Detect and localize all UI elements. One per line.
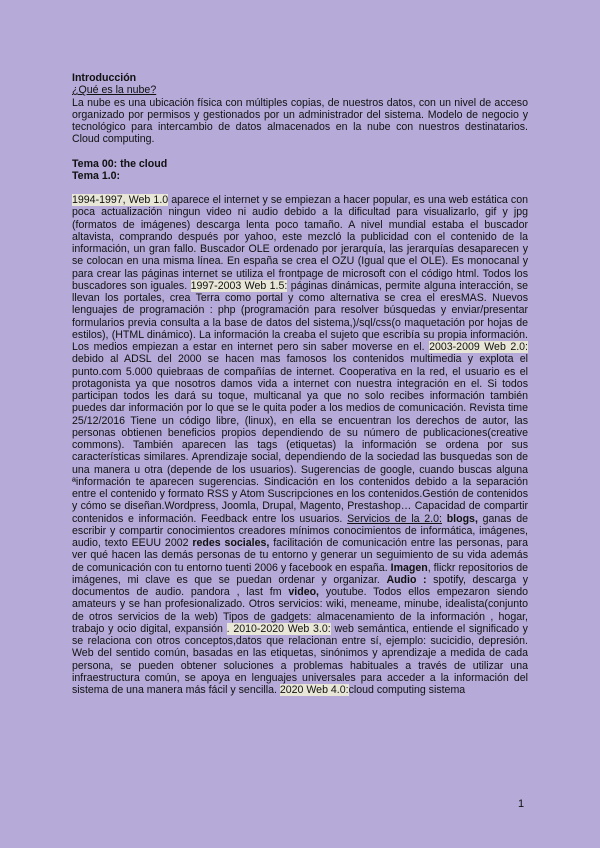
video-text: youtube. Todos ellos empezaron siendo amateurs y se han profesionalizado. Otros servicios: wiki, meneame, minube, idealista(conjunto de otros servicios de la web) Tipos de gadgets: almacenamiento de la información , hogar, trabajo y ocio digital, expansión — [72, 586, 528, 635]
spacer — [72, 146, 528, 158]
era-web-1-5: 1997-2003 Web 1.5: — [190, 279, 288, 292]
history-paragraph — [72, 194, 528, 696]
audio-text: spotify, descarga y documentos de audio. pandora , last fm — [72, 573, 529, 598]
intro-title: Introducción — [72, 72, 137, 84]
blogs-text: ganas de escribir y compartir conocimientos creadores mínimos conocimientos de informática, imágenes, audio, texto EEUU 2002 — [72, 512, 528, 549]
topic-tema-10: Tema 1.0: — [72, 169, 121, 182]
page-number: 1 — [518, 798, 525, 810]
spacer — [72, 182, 528, 194]
web-1-5-text: páginas dinámicas, permite alguna interacción, se llevan los portales, crea Terra como portal y como alternativa se crea el eresMAS. Nuevos lenguajes de programación : php (programación para resolver búsquedas y enviar/presentar formularios previa consulta a la base de datos del sistema,)/sql/css(o maquetación por hojas de estilos), (HTML dinámico). La información la creaba el sujeto que escribía su propia información. Los medios empiezan a estar en internet pero sin saber moverse en el. — [72, 279, 529, 353]
era-web-2-0: 2003-2009 Web 2.0: — [429, 341, 529, 353]
era-web-4-0: 2020 Web 4.0: — [279, 684, 349, 696]
document-content — [72, 72, 528, 696]
audio-label: Audio : — [386, 573, 427, 586]
blogs-label: blogs, — [441, 512, 478, 525]
era-web-1-0: 1994-1997, Web 1.0 — [72, 194, 169, 206]
web-4-0-text: cloud computing sistema — [348, 684, 466, 696]
intro-question: ¿Qué es la nube? — [72, 84, 157, 97]
social-networks-label: redes sociales, — [192, 537, 270, 549]
video-label: video, — [288, 586, 320, 598]
intro-paragraph: La nube es una ubicación física con múltiples copias, de nuestros datos, con un nivel de acceso organizado por permisos y gestionados por un administrador del sistema. Modelo de negocio y tecnológico para intercambio de datos almacenados en la nube con nuestros destinatarios. Cloud computing. — [72, 96, 528, 146]
image-text: , flickr repositorios de imágenes, mi clave es que se puedan ordenar y organizar. — [72, 561, 528, 586]
topic-tema-00: Tema 00: the cloud — [72, 157, 168, 170]
web-1-0-text: aparece el internet y se empiezan a hacer popular, es una web estática con poca actualización ningun video ni audio debido a la dificultad para visualizarlo, gif y jpg (formatos de imágenes) descarga lenta poco tamaño. A nivel mundial estaba el buscador altavista, comprando después por yahoo, este mezcló la publicidad con el contenido de la información, un gran fallo. Buscador OLE ordenado por jerarquía, las jerarquías desaparecen y se colocan en una misma línea. En españa se crea el OZU (Igual que el OLE). Es monocanal y para crear las páginas internet se utiliza el frontpage de microsoft con el código html. Todos los buscadores son iguales. — [72, 194, 529, 292]
services-2-0-label: Servicios de la 2.0: — [347, 512, 442, 525]
era-web-3-0: . 2010-2020 Web 3.0: — [226, 622, 331, 635]
social-networks-text: facilitación de comunicación entre las personas, para ver qué hacen las demás personas de tu entorno y generar un seguimiento de su vida además de comunicación con tu entorno tuenti 2006 y facebook en españa. — [72, 537, 528, 574]
web-3-0-text: web semántica, entiende el significado y se relaciona con otros conceptos,datos que relacionan entre sí, ejemplo: sucicidio, depresión. Web del sentido común, basadas en las etiquetas, sinónimos y aprendizaje a medida de cada persona, se pueden obtener soluciones a problemas habituales a través de utilizar una infraestructura común, se apoya en lenguajes universales para acceder a la información del sistema de una manera más fácil y sencilla. — [72, 622, 528, 696]
image-label: Imagen — [390, 561, 428, 574]
web-2-0-text: debido al ADSL del 2000 se hacen mas famosos los contenidos multimedia y explota el punto.com 5.000 quiebraas de compañías de internet. Cooperativa en la red, el usuario es el protagonista ya que nosotros damos vida a internet con nuestra integración en el. Si todos participan todos les dará su toque, multicanal ya que no solo recibes información también puedes dar información por lo que se le quita poder a los medios de comunicación. Revista time 25/12/2016 Tiene un código libre, (linux), en ella se encuentran los derechos de autor, las personas obtienen beneficios propios dependiendo de su número de publicaciones(creative commons). También aparecen las tags (etiquetas) la información se ordena por sus características similares. Aprendizaje social, dependiendo de la sociedad las busquedas son de una manera u otra (depende de los usuarios). Sugerencias de google, cuando buscas alguna ªinformación te aparecen sugerencias. Sindicación en los contenidos debido a la separación entre el contenido y formato RSS y Atom Suscripciones en los contenidos.Gestión de contenidos y cómo se diseñan.Wordpress, Joomla, Drupal, Magento, Prestashop… Capacidad de compartir contenidos e información. Feedback entre los usuarios. — [72, 353, 528, 525]
